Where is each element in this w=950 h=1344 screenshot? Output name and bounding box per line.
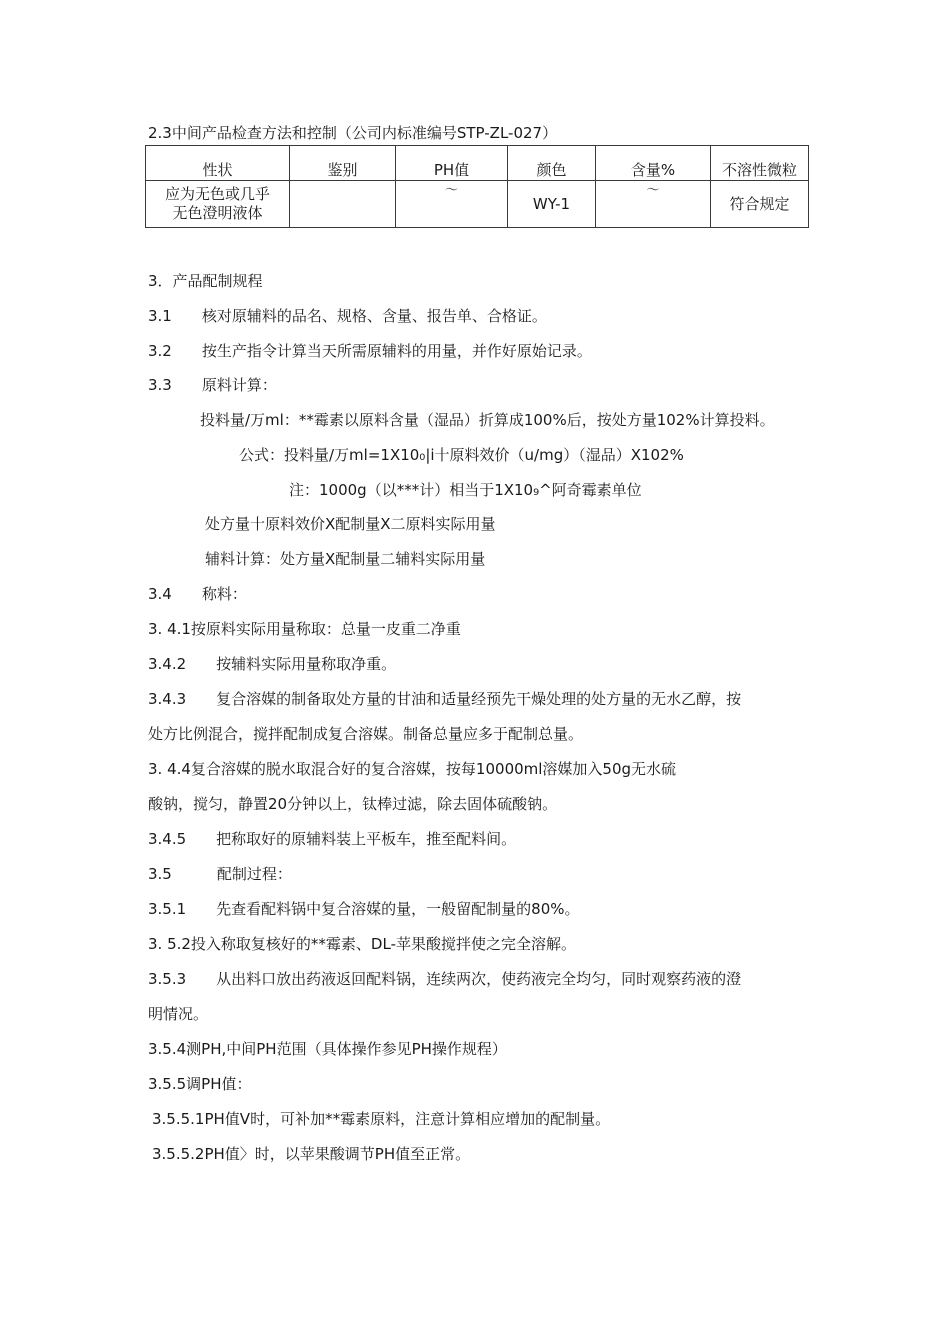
line-3-4-4-cont: 酸钠，搅匀，静置20分钟以上，钛棒过滤，除去固体硫酸钠。 [148, 795, 558, 813]
line-3-5-3-cont: 明情况。 [148, 1005, 209, 1023]
line-note: 注：1000g（以***计）相当于1X10₉^阿奇霉素单位 [289, 481, 642, 499]
cell-ph [396, 181, 508, 228]
line-3-5-5: 3.5.5调PH值： [148, 1075, 252, 1093]
header-ph: PH值 [396, 146, 508, 181]
line-3-4-2: 3.4.2 按辅料实际用量称取净重。 [148, 655, 397, 673]
line-feed-amount: 投料量/万ml：**霉素以原料含量（湿品）折算成100%后，按处方量102%计算投料。 [200, 411, 775, 429]
heading-3: 3．产品配制规程 [148, 272, 263, 290]
line-3-4-3-cont: 处方比例混合，搅拌配制成复合溶媒。制备总量应多于配制总量。 [148, 725, 584, 743]
line-3-4: 3.4 称料： [148, 585, 247, 603]
cell-identification [290, 181, 396, 228]
header-identification: 鉴别 [290, 146, 396, 181]
cell-content [596, 181, 711, 228]
inspection-table [145, 145, 809, 228]
line-excipient-calc: 辅料计算：处方量X配制量二辅料实际用量 [205, 550, 486, 568]
line-3-3: 3.3 原料计算： [148, 376, 277, 394]
line-3-5-5-2: 3.5.5.2PH值〉时，以苹果酸调节PH值至正常。 [152, 1145, 471, 1163]
cell-appearance-line1: 应为无色或几乎 [164, 185, 270, 203]
line-3-2: 3.2 按生产指令计算当天所需原辅料的用量，并作好原始记录。 [148, 342, 592, 360]
cell-appearance [146, 181, 290, 228]
line-3-1: 3.1 核对原辅料的品名、规格、含量、报告单、合格证。 [148, 307, 547, 325]
section-caption: 2.3中间产品检查方法和控制（公司内标准编号STP-ZL-027） [148, 124, 558, 142]
line-3-5-2: 3. 5.2投入称取复核好的**霉素、DL-苹果酸搅拌使之完全溶解。 [148, 935, 576, 953]
cell-content-value: 〜 [646, 183, 660, 198]
table-header-row [146, 146, 809, 181]
header-particles: 不溶性微粒 [711, 146, 809, 181]
line-3-4-3: 3.4.3 复合溶媒的制备取处方量的甘油和适量经预先干燥处理的处方量的无水乙醇，按 [148, 690, 742, 708]
cell-particles: 符合规定 [711, 181, 809, 228]
header-appearance: 性状 [146, 146, 290, 181]
line-3-5-1: 3.5.1 先查看配料锅中复合溶媒的量，一般留配制量的80%。 [148, 900, 580, 918]
cell-ph-value: 〜 [444, 183, 458, 198]
header-content: 含量% [596, 146, 711, 181]
line-3-5-3: 3.5.3 从出料口放出药液返回配料锅，连续两次，使药液完全均匀，同时观察药液的澄 [148, 970, 742, 988]
line-prescription: 处方量十原料效价X配制量X二原料实际用量 [205, 515, 496, 533]
cell-color: WY-1 [508, 181, 596, 228]
line-3-5: 3.5 配制过程： [148, 865, 292, 883]
line-3-5-5-1: 3.5.5.1PH值V时，可补加**霉素原料，注意计算相应增加的配制量。 [152, 1110, 611, 1128]
table-row [146, 181, 809, 228]
line-3-4-1: 3. 4.1按原料实际用量称取：总量一皮重二净重 [148, 620, 461, 638]
header-color: 颜色 [508, 146, 596, 181]
line-3-4-5: 3.4.5 把称取好的原辅料装上平板车，推至配料间。 [148, 830, 517, 848]
line-3-4-4: 3. 4.4复合溶媒的脱水取混合好的复合溶媒，按每10000ml溶媒加入50g无水硫 [148, 760, 677, 778]
line-3-5-4: 3.5.4测PH,中间PH范围（具体操作参见PH操作规程） [148, 1040, 507, 1058]
cell-appearance-line2: 无色澄明液体 [172, 204, 263, 222]
line-formula: 公式：投料量/万ml=1X10₀|i十原料效价（u/mg）（湿品）X102% [239, 446, 684, 464]
